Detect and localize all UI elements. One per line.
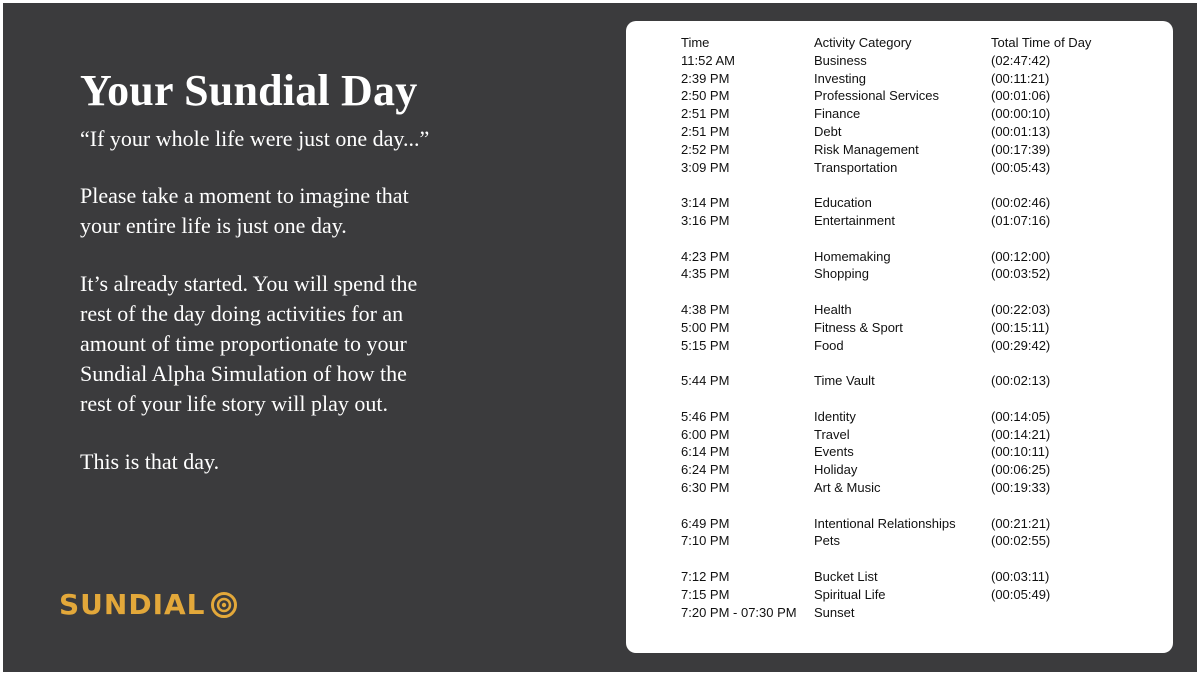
- slide-background: [3, 3, 1197, 672]
- row-time: 2:51 PM: [681, 106, 730, 122]
- row-total: (00:02:13): [991, 373, 1051, 389]
- table-row: [681, 426, 1111, 444]
- table-row: [681, 532, 1111, 550]
- row-category: Food: [814, 337, 844, 353]
- table-row: [681, 461, 1111, 479]
- row-time: 2:39 PM: [681, 70, 730, 86]
- header-time: Time: [681, 35, 710, 50]
- row-category: Spiritual Life: [814, 586, 886, 602]
- row-time: 5:00 PM: [681, 319, 730, 335]
- row-total: (00:14:05): [991, 408, 1051, 424]
- row-category: Debt: [814, 123, 842, 139]
- sundial-logo: [59, 588, 238, 621]
- row-category: Fitness & Sport: [814, 319, 903, 335]
- row-total: (00:14:21): [991, 426, 1051, 442]
- table-row: [681, 586, 1111, 604]
- row-time: 7:10 PM: [681, 533, 730, 549]
- row-category: Risk Management: [814, 141, 919, 157]
- table-row: [681, 408, 1111, 426]
- row-category: Bucket List: [814, 568, 878, 584]
- row-category: Professional Services: [814, 88, 939, 104]
- row-category: Shopping: [814, 266, 869, 282]
- row-category: Homemaking: [814, 248, 891, 264]
- row-total: (00:19:33): [991, 479, 1051, 495]
- row-time: 7:15 PM: [681, 586, 730, 602]
- table-row: [681, 52, 1111, 70]
- row-category: Business: [814, 52, 867, 68]
- row-time: 4:38 PM: [681, 301, 730, 317]
- schedule-table: [681, 34, 1111, 621]
- table-row: [681, 372, 1111, 390]
- row-category: Travel: [814, 426, 850, 442]
- sun-target-icon: [210, 591, 238, 619]
- row-time: 5:44 PM: [681, 373, 730, 389]
- row-total: (00:05:43): [991, 159, 1051, 175]
- row-total: (00:29:42): [991, 337, 1051, 353]
- row-category: Investing: [814, 70, 867, 86]
- table-row: [681, 443, 1111, 461]
- table-row: [681, 248, 1111, 266]
- table-row: [681, 337, 1111, 355]
- row-time: 4:23 PM: [681, 248, 730, 264]
- table-row: [681, 319, 1111, 337]
- row-category: Transportation: [814, 159, 898, 175]
- row-time: 2:50 PM: [681, 88, 730, 104]
- row-time: 4:35 PM: [681, 266, 730, 282]
- row-category: Intentional Relationships: [814, 515, 956, 531]
- row-total: (00:10:11): [991, 444, 1050, 460]
- row-time: 6:14 PM: [681, 444, 730, 460]
- row-total: (00:21:21): [991, 515, 1051, 531]
- row-category: Holiday: [814, 462, 858, 478]
- row-category: Identity: [814, 408, 856, 424]
- row-total: (00:12:00): [991, 248, 1051, 264]
- table-row: [681, 301, 1111, 319]
- row-category: Art & Music: [814, 479, 881, 495]
- row-category: Events: [814, 444, 854, 460]
- row-total: (00:05:49): [991, 586, 1051, 602]
- table-row: [681, 105, 1111, 123]
- logo-wordmark: SUNDIAL: [59, 588, 206, 621]
- intro-paragraph-1: Please take a moment to imagine that your entire life is just one day.: [80, 183, 409, 238]
- quote-text: “If your whole life were just one day...”: [80, 126, 430, 151]
- table-row: [681, 479, 1111, 497]
- row-total: (00:15:11): [991, 319, 1050, 335]
- row-time: 2:52 PM: [681, 141, 730, 157]
- table-row: [681, 568, 1111, 586]
- row-category: Entertainment: [814, 212, 895, 228]
- row-time: 2:51 PM: [681, 123, 730, 139]
- row-time: 5:15 PM: [681, 337, 730, 353]
- table-header-row: [681, 34, 1111, 52]
- row-time: 3:14 PM: [681, 195, 730, 211]
- row-time: 11:52 AM: [681, 52, 735, 68]
- table-row: [681, 212, 1111, 230]
- table-row: [681, 604, 1111, 622]
- row-time: 6:00 PM: [681, 426, 730, 442]
- row-category: Health: [814, 301, 852, 317]
- table-row: [681, 265, 1111, 283]
- table-row: [681, 70, 1111, 88]
- row-total: (00:00:10): [991, 106, 1051, 122]
- row-total: [991, 604, 1111, 622]
- row-category: Time Vault: [814, 373, 875, 389]
- row-time: 3:16 PM: [681, 212, 730, 228]
- row-total: (00:01:06): [991, 88, 1051, 104]
- row-category: Pets: [814, 533, 841, 549]
- row-time: 6:30 PM: [681, 479, 730, 495]
- row-total: (00:03:11): [991, 568, 1050, 584]
- row-total: (00:22:03): [991, 301, 1051, 317]
- row-total: (01:07:16): [991, 212, 1051, 228]
- row-time: 5:46 PM: [681, 408, 730, 424]
- intro-paragraph-3: This is that day.: [80, 449, 220, 474]
- row-time: 3:09 PM: [681, 159, 730, 175]
- schedule-card: [626, 21, 1173, 653]
- row-total: (00:06:25): [991, 462, 1051, 478]
- header-category: Activity Category: [814, 35, 912, 50]
- table-row: [681, 159, 1111, 177]
- row-category: Sunset: [814, 604, 855, 620]
- table-row: [681, 87, 1111, 105]
- row-total: (00:02:46): [991, 195, 1051, 211]
- header-total: Total Time of Day: [991, 35, 1092, 50]
- row-time: 6:49 PM: [681, 515, 730, 531]
- row-time: 7:12 PM: [681, 568, 730, 584]
- intro-panel: [80, 65, 520, 477]
- row-total: (00:17:39): [991, 141, 1051, 157]
- row-total: (00:01:13): [991, 123, 1051, 139]
- row-total: (00:02:55): [991, 533, 1051, 549]
- table-row: [681, 123, 1111, 141]
- row-time: 6:24 PM: [681, 462, 730, 478]
- row-category: Education: [814, 195, 872, 211]
- table-row: [681, 515, 1111, 533]
- table-row: [681, 194, 1111, 212]
- row-total: (02:47:42): [991, 52, 1051, 68]
- table-row: [681, 141, 1111, 159]
- intro-paragraph-2: It’s already started. You will spend the rest of the day doing activities for an amount of time proportionate to your Sundial Alpha Simulation of how the rest of your life story will play out.: [80, 271, 418, 416]
- row-total: (00:03:52): [991, 266, 1051, 282]
- row-category: Finance: [814, 106, 861, 122]
- row-total: (00:11:21): [991, 70, 1050, 86]
- row-time: 7:20 PM - 07:30 PM: [681, 604, 797, 620]
- page-title: Your Sundial Day: [80, 66, 418, 115]
